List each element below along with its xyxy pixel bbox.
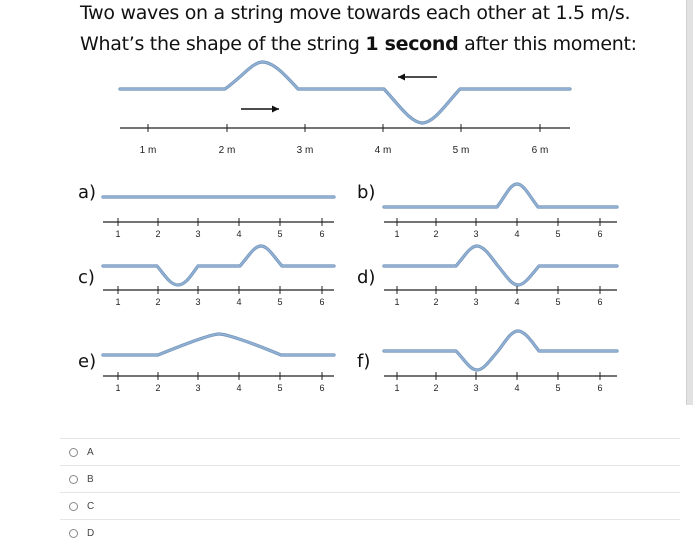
panel-axis-tick-label: 4 — [514, 297, 520, 307]
radio-button-icon[interactable] — [69, 475, 78, 484]
option-label: A — [87, 446, 94, 458]
panel-axis-tick-label: 3 — [195, 383, 201, 393]
panel-axis-tick-label: 1 — [115, 383, 121, 393]
option-label: C — [87, 500, 95, 512]
panel-wave — [384, 246, 617, 285]
panel-axis-tick-label: 6 — [597, 297, 603, 307]
panel-axis-tick-label: 6 — [597, 383, 603, 393]
panel-axis-tick-label: 4 — [514, 383, 520, 393]
radio-button-icon[interactable] — [69, 529, 78, 538]
panel-axis-tick-label: 1 — [115, 229, 121, 239]
option-a[interactable] — [60, 438, 680, 465]
question-line-2-post: after this moment: — [458, 33, 637, 55]
panel-axis-tick-label: 5 — [555, 383, 561, 393]
panel-wave-edge — [103, 334, 334, 355]
panel-wave — [384, 331, 617, 370]
panel-axis-tick-label: 5 — [277, 229, 283, 239]
main-axis-tick-label: 6 m — [531, 145, 549, 156]
panel-axis-tick-label: 4 — [514, 229, 520, 239]
panel-axis-tick-label: 5 — [277, 383, 283, 393]
answer-panel-b — [357, 182, 617, 239]
panel-axis-tick-label: 1 — [394, 229, 400, 239]
panel-axis-tick-label: 2 — [155, 229, 161, 239]
option-label: B — [87, 473, 94, 485]
panel-axis-tick-label: 3 — [473, 229, 479, 239]
panel-axis-tick-label: 4 — [236, 297, 242, 307]
panel-axis-tick-label: 5 — [555, 229, 561, 239]
panel-label: b) — [357, 182, 376, 203]
main-axis-tick-label: 4 m — [374, 145, 392, 156]
panel-label: a) — [78, 182, 97, 203]
panel-axis-tick-label: 2 — [155, 383, 161, 393]
panel-axis-tick-label: 1 — [394, 383, 400, 393]
option-b[interactable] — [60, 465, 680, 492]
panel-axis-tick-label: 2 — [155, 297, 161, 307]
panel-label: f) — [357, 351, 371, 372]
panel-axis-tick-label: 6 — [319, 297, 325, 307]
main-axis-tick-label: 3 m — [296, 145, 314, 156]
panel-axis-tick-label: 3 — [195, 229, 201, 239]
panel-wave — [384, 184, 617, 207]
main-axis-tick-label: 1 m — [139, 145, 157, 156]
answer-panel-a — [78, 182, 334, 239]
initial-wave — [120, 62, 570, 123]
panel-wave — [103, 246, 334, 285]
panel-axis-tick-label: 4 — [236, 383, 242, 393]
panel-label: d) — [357, 267, 376, 288]
right-arrow-icon — [241, 106, 279, 113]
panel-axis-tick-label: 3 — [195, 297, 201, 307]
question-line-2-bold: 1 second — [365, 33, 459, 55]
radio-button-icon[interactable] — [69, 502, 78, 511]
answer-panel-f — [357, 331, 617, 393]
panel-axis-tick-label: 5 — [277, 297, 283, 307]
panel-axis-tick-label: 2 — [433, 383, 439, 393]
panel-axis-tick-label: 6 — [597, 229, 603, 239]
panel-axis-tick-label: 3 — [473, 297, 479, 307]
panel-label: e) — [78, 351, 97, 372]
panel-wave — [103, 334, 334, 355]
radio-button-icon[interactable] — [69, 448, 78, 457]
initial-string-diagram — [120, 62, 570, 156]
initial-wave-edge — [120, 62, 570, 123]
panel-axis-tick-label: 1 — [115, 297, 121, 307]
panel-axis-tick-label: 5 — [555, 297, 561, 307]
panel-axis-tick-label: 1 — [394, 297, 400, 307]
panel-axis-tick-label: 6 — [319, 229, 325, 239]
option-label: D — [87, 527, 95, 539]
panel-axis-tick-label: 6 — [319, 383, 325, 393]
main-axis-tick-label: 2 m — [218, 145, 236, 156]
panel-label: c) — [78, 267, 95, 288]
option-c[interactable] — [60, 492, 680, 519]
panel-axis-tick-label: 2 — [433, 229, 439, 239]
answer-panel-c — [78, 246, 334, 307]
left-arrow-icon — [398, 74, 437, 81]
option-d[interactable] — [60, 519, 680, 546]
scrollbar[interactable] — [686, 0, 693, 405]
question-line-1: Two waves on a string move towards each other at 1.5 m/s. — [80, 2, 631, 24]
panel-axis-tick-label: 3 — [473, 383, 479, 393]
question-line-2-pre: What’s the shape of the string — [80, 33, 366, 55]
panel-axis-tick-label: 4 — [236, 229, 242, 239]
answer-panel-e — [78, 334, 334, 393]
main-axis-tick-label: 5 m — [452, 145, 470, 156]
answer-panel-d — [357, 246, 617, 307]
answer-panels — [78, 182, 617, 393]
panel-axis-tick-label: 2 — [433, 297, 439, 307]
